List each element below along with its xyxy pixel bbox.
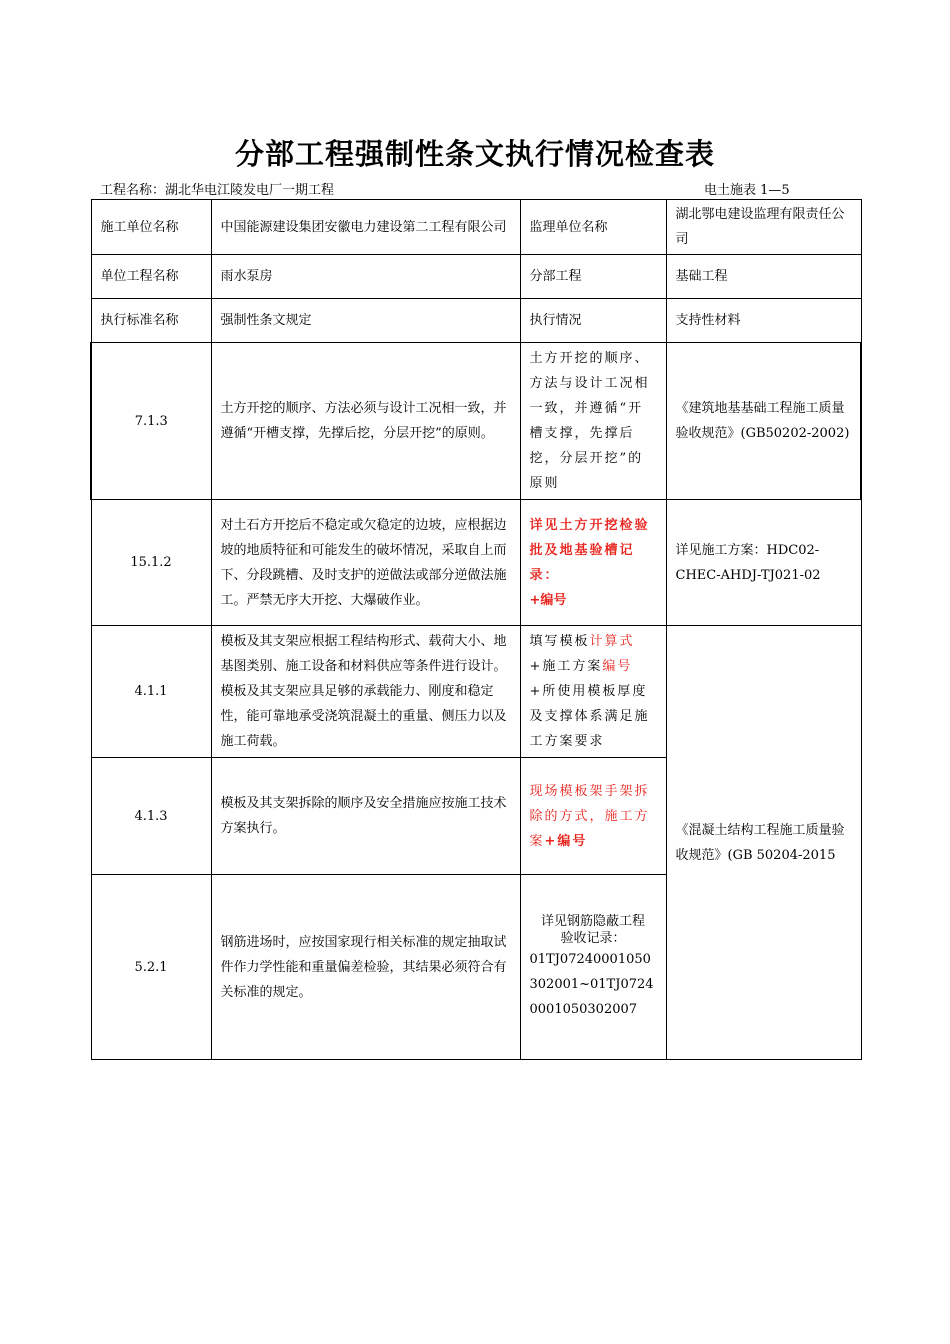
clause-number: 7.1.3 xyxy=(91,343,211,500)
status-cell xyxy=(520,626,666,758)
table-row xyxy=(91,500,861,626)
rule-text: 模板及其支架应根据工程结构形式、载荷大小、地基图类别、施工设备和材料供应等条件进行设计。模板及其支架应具足够的承载能力、刚度和稳定性，能可靠地承受浇筑混凝土的重量、侧压力以及施工荷载。 xyxy=(211,626,520,758)
project-name: 工程名称：湖北华电江陵发电厂一期工程 xyxy=(100,183,335,198)
status-record-range: 01TJ07240001050302001~01TJ07240001050302007 xyxy=(529,951,654,1017)
status-cell xyxy=(520,758,666,875)
status-text: 现场模板架手架拆除的方式，施工方案 xyxy=(529,783,650,849)
col-rule: 强制性条文规定 xyxy=(211,299,520,343)
header-row-units xyxy=(91,200,861,255)
status-text-e: +所使用模板厚度及支撑体系满足施工方案要求 xyxy=(529,684,650,749)
status-number: +编号 xyxy=(544,833,588,849)
status-text-d: 编号 xyxy=(602,659,633,674)
status-text-b: 计算式 xyxy=(589,634,635,649)
supervision-unit-label: 监理单位名称 xyxy=(520,200,666,255)
header-row-columns xyxy=(91,299,861,343)
status-number: +编号 xyxy=(529,592,567,608)
table-row xyxy=(91,343,861,500)
status-text-a: 填写模板 xyxy=(529,634,590,649)
rule-text: 对土石方开挖后不稳定或欠稳定的边坡，应根据边坡的地质特征和可能发生的破坏情况，采取自上而下、分段跳槽、及时支护的逆做法或部分逆做法施工。严禁无序大开挖、大爆破作业。 xyxy=(211,500,520,626)
unit-project-label: 单位工程名称 xyxy=(91,255,211,299)
sub-project-label: 分部工程 xyxy=(520,255,666,299)
status-cell xyxy=(520,500,666,626)
col-support: 支持性材料 xyxy=(666,299,861,343)
construction-unit-value: 中国能源建设集团安徽电力建设第二工程有限公司 xyxy=(211,200,520,255)
rule-text: 土方开挖的顺序、方法必须与设计工况相一致，并遵循“开槽支撑，先撑后挖，分层开挖”的原则。 xyxy=(211,343,520,500)
status-text: 详见土方开挖检验批及地基验槽记录： xyxy=(529,517,650,583)
sub-project-value: 基础工程 xyxy=(666,255,861,299)
form-code: 电土施表 1—5 xyxy=(704,183,790,198)
status-text-c: +施工方案 xyxy=(529,659,603,674)
status-text: 详见钢筋隐蔽工程验收记录： xyxy=(540,913,645,946)
table-row xyxy=(91,626,861,758)
status-text: 土方开挖的顺序、方法与设计工况相一致，并遵循“开槽支撑，先撑后挖，分层开挖”的原则 xyxy=(520,343,666,500)
page-title: 分部工程强制性条文执行情况检查表 xyxy=(234,137,715,171)
inspection-table xyxy=(90,199,862,1060)
status-cell xyxy=(520,875,666,1060)
clause-number: 15.1.2 xyxy=(91,500,211,626)
rule-text: 钢筋进场时，应按国家现行相关标准的规定抽取试件作力学性能和重量偏差检验，其结果必须符合有关标准的规定。 xyxy=(211,875,520,1060)
header-row-project xyxy=(91,255,861,299)
unit-project-value: 雨水泵房 xyxy=(211,255,520,299)
clause-number: 5.2.1 xyxy=(91,875,211,1060)
standard-label: 执行标准名称 xyxy=(91,299,211,343)
rule-text: 模板及其支架拆除的顺序及安全措施应按施工技术方案执行。 xyxy=(211,758,520,875)
shared-support-text: 《混凝土结构工程施工质量验收规范》(GB 50204-2015 xyxy=(666,626,861,1060)
supervision-unit-value: 湖北鄂电建设监理有限责任公司 xyxy=(666,200,861,255)
clause-number: 4.1.3 xyxy=(91,758,211,875)
col-status: 执行情况 xyxy=(520,299,666,343)
construction-unit-label: 施工单位名称 xyxy=(91,200,211,255)
support-text: 《建筑地基基础工程施工质量验收规范》(GB50202-2002) xyxy=(666,343,861,500)
clause-number: 4.1.1 xyxy=(91,626,211,758)
support-text: 详见施工方案：HDC02-CHEC-AHDJ-TJ021-02 xyxy=(666,500,861,626)
